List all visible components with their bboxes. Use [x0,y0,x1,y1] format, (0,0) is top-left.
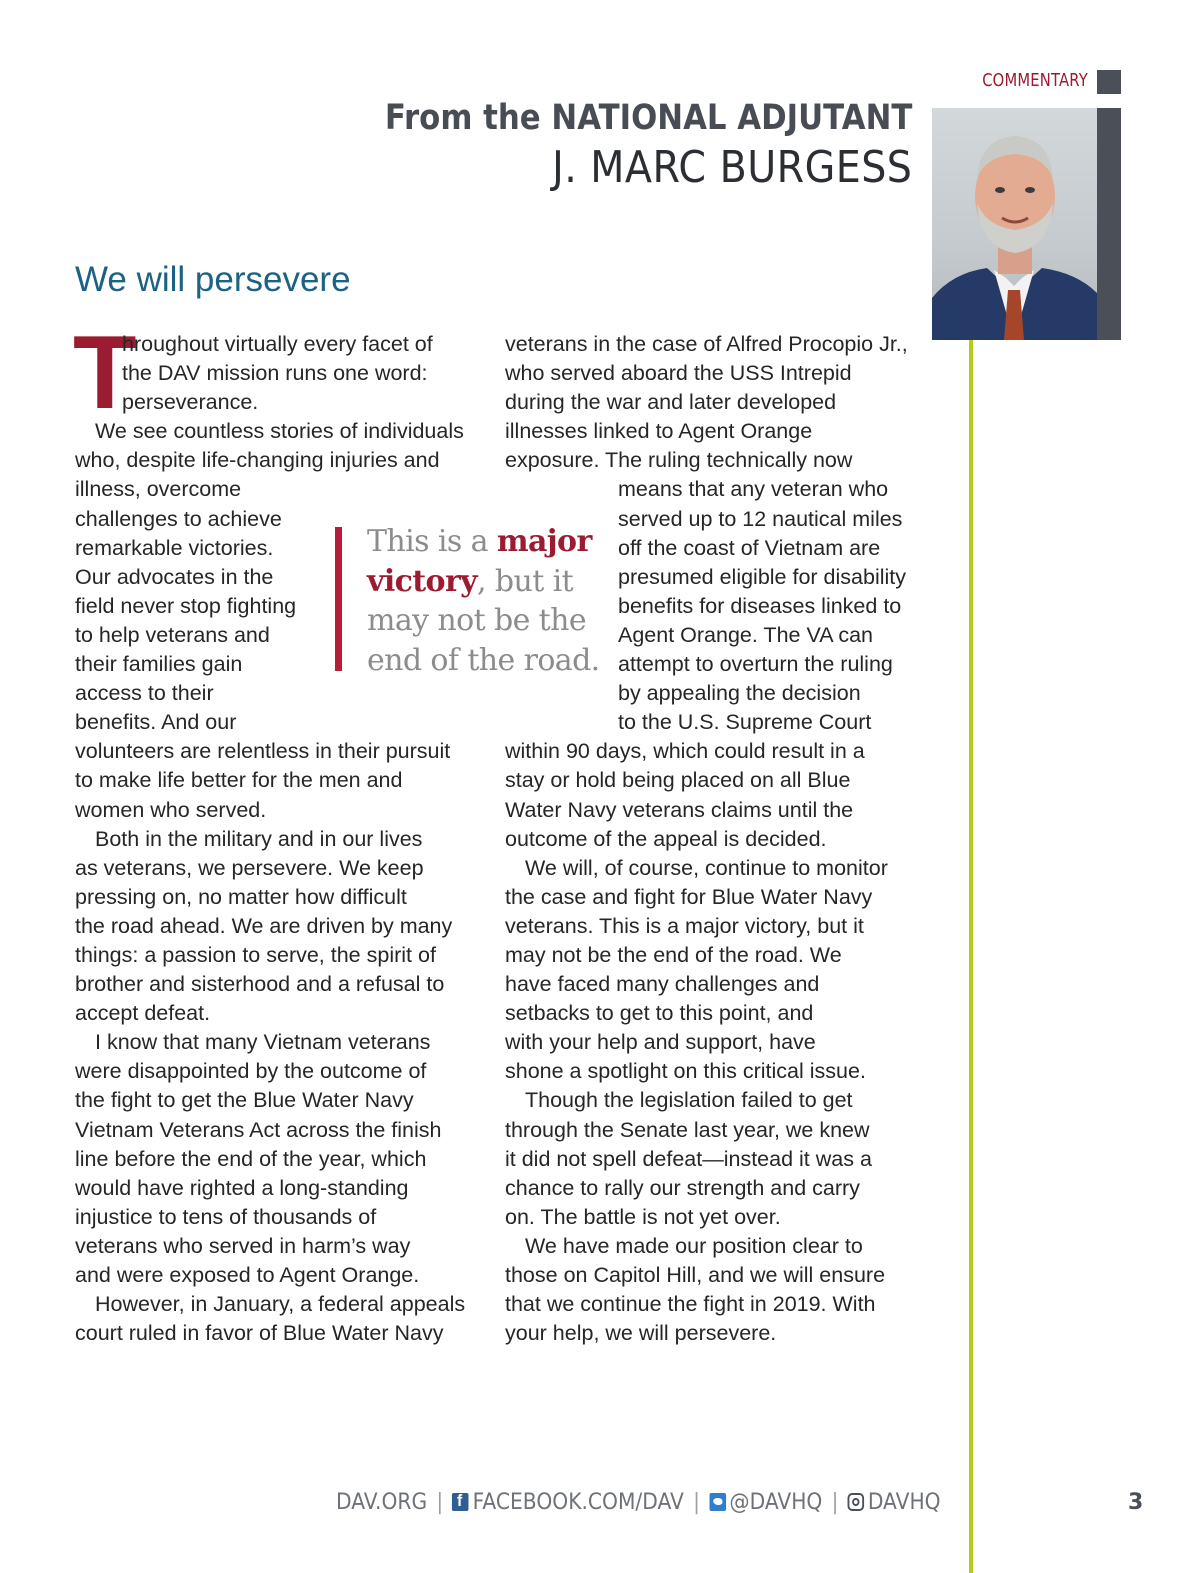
instagram-icon [848,1493,865,1511]
facebook-icon [452,1493,469,1511]
article-column-right [505,330,925,1348]
text-line: the fight to get the Blue Water Navy [75,1088,414,1113]
text-line: by appealing the decision [618,681,861,706]
text-line: brother and sisterhood and a refusal to [75,972,445,997]
text-line: veterans. This is a major victory, but it [505,913,864,938]
article-headline: We will persevere [75,260,351,299]
article-column-left [73,315,485,1348]
pull-quote-text: end of the road. [367,642,600,678]
pull-quote-emphasis: victory [367,563,477,599]
pull-quote-bar [335,527,342,671]
text-line: Our advocates in the [75,564,274,589]
text-line: benefits. And our [75,710,237,735]
text-line: it did not spell defeat—instead it was a [505,1146,872,1171]
text-line: We see countless stories of individuals [95,419,464,444]
pull-quote-text: may not be the [367,603,587,638]
text-line: remarkable victories. [75,535,274,560]
text-line: veterans in the case of Alfred Procopio Jr., [505,332,908,356]
text-line: perseverance. [122,390,259,415]
text-line: on. The battle is not yet over. [505,1204,781,1229]
text-line: and were exposed to Agent Orange. [75,1263,420,1287]
text-line: who served aboard the USS Intrepid [505,361,852,386]
portrait-side-bar [1097,108,1121,340]
text-line: who, despite life-changing injuries and [75,448,440,473]
author-portrait [932,108,1097,340]
text-line: Agent Orange. The VA can [618,622,873,647]
text-line: those on Capitol Hill, and we will ensure [505,1263,886,1287]
text-line: illness, overcome [75,477,242,502]
twitter-icon [709,1493,726,1511]
text-line: pressing on, no matter how difficult [75,884,407,909]
pull-quote-emphasis: major [496,524,592,559]
text-line: may not be the end of the road. We [505,942,842,967]
vertical-rule [969,340,973,1573]
text-line: Though the legislation failed to get [525,1088,853,1113]
text-line: your help, we will persevere. [505,1321,777,1346]
footer-separator: | [436,1490,444,1515]
text-line: to the U.S. Supreme Court [618,710,872,735]
text-line: access to their [75,681,214,706]
text-line: shone a spotlight on this critical issue. [505,1059,866,1084]
text-line: means that any veteran who [618,477,889,502]
text-line: the DAV mission runs one word: [122,361,428,386]
text-line: have faced many challenges and [505,972,820,997]
text-line: to help veterans and [75,622,270,647]
website-link[interactable]: DAV.ORG [336,1490,428,1515]
text-line: things: a passion to serve, the spirit of [75,942,436,967]
text-line: the case and fight for Blue Water Navy [505,884,873,909]
text-line: volunteers are relentless in their pursuit [75,739,451,764]
pull-quote-text: This is a [367,524,497,559]
text-line: chance to rally our strength and carry [505,1175,860,1200]
text-line: veterans who served in harm’s way [75,1233,411,1258]
text-line: off the coast of Vietnam are [618,535,881,560]
text-line: benefits for diseases linked to [618,593,902,618]
text-line: were disappointed by the outcome of [75,1059,427,1084]
text-line: Water Navy veterans claims until the [505,797,854,822]
page-footer [336,1490,941,1515]
footer-separator: | [693,1490,700,1515]
text-line: line before the end of the year, which [75,1146,427,1171]
text-line: through the Senate last year, we knew [505,1117,870,1142]
author-name: J. MARC BURGESS [551,142,912,193]
text-line: that we continue the fight in 2019. With [505,1292,876,1317]
text-line: Vietnam Veterans Act across the finish [75,1117,442,1142]
twitter-link[interactable]: @DAVHQ [729,1490,823,1515]
text-line: field never stop fighting [75,593,297,618]
text-line: to make life better for the men and [75,768,403,793]
section-marker [1097,70,1121,94]
text-line: However, in January, a federal appeals [95,1292,466,1317]
text-line: their families gain [75,652,243,677]
text-line: presumed eligible for disability [618,564,907,589]
text-line: Both in the military and in our lives [95,826,423,851]
text-line: injustice to tens of thousands of [75,1204,377,1229]
text-line: We have made our position clear to [525,1233,863,1258]
text-line: stay or hold being placed on all Blue [505,768,851,793]
pull-quote-text: , but it [477,563,574,599]
instagram-link[interactable]: DAVHQ [867,1490,941,1515]
text-line: accept defeat. [75,1001,211,1026]
footer-separator: | [831,1490,839,1515]
text-line: women who served. [75,797,267,822]
text-line: as veterans, we persevere. We keep [75,855,424,880]
text-line: court ruled in favor of Blue Water Navy [75,1321,444,1346]
text-line: I know that many Vietnam veterans [95,1030,431,1055]
text-line: attempt to overturn the ruling [618,652,893,677]
section-label: COMMENTARY [982,70,1088,91]
text-line: We will, of course, continue to monitor [525,855,888,880]
text-line: during the war and later developed [505,390,837,415]
text-line: would have righted a long-standing [75,1175,409,1200]
text-line: outcome of the appeal is decided. [505,826,827,851]
text-line: within 90 days, which could result in a [505,739,865,764]
text-line: illnesses linked to Agent Orange [505,419,813,444]
text-line: exposure. The ruling technically now [505,448,853,473]
drop-cap-lines [122,330,485,417]
text-line: served up to 12 nautical miles [618,506,903,531]
text-line: setbacks to get to this point, and [505,1001,814,1026]
page-number: 3 [1128,1490,1144,1515]
text-line: hroughout virtually every facet of [122,332,433,356]
column-title: From the NATIONAL ADJUTANT [384,98,912,138]
text-line: with your help and support, have [505,1030,816,1055]
drop-cap: T [73,315,137,431]
column-header [313,98,912,193]
text-line: the road ahead. We are driven by many [75,913,453,938]
text-line: challenges to achieve [75,506,282,531]
facebook-link[interactable]: FACEBOOK.COM/DAV [472,1490,684,1515]
